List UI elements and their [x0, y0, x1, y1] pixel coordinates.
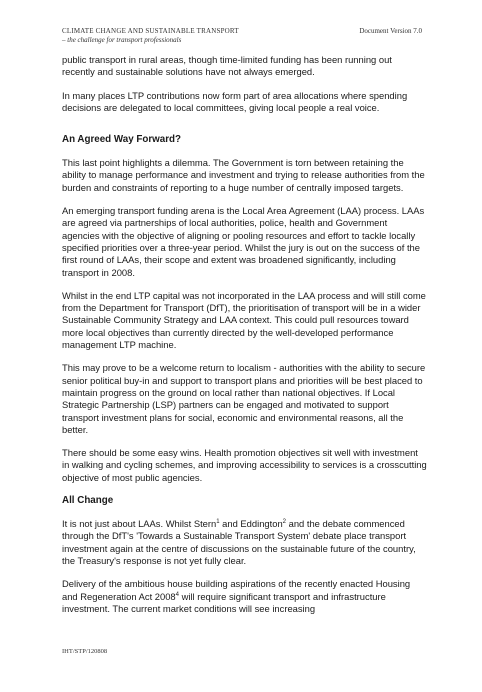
page-body: [62, 54, 427, 626]
paragraph-4: An emerging transport funding arena is the Local Area Agreement (LAA) process. LAAs are agreed via partnerships of local authorities, police, health and Government agencies with the objective of aligning or pooling resources and effort to tackle locally specified priorities over a three-year period. Whilst the jury is out on the success of the first round of LAAs, their scope and extent was broadened significantly, including transport in 2008.: [62, 205, 425, 278]
header-title: CLIMATE CHANGE AND SUSTAINABLE TRANSPORT: [62, 27, 239, 35]
paragraph-6: This may prove to be a welcome return to localism - authorities with the ability to secure senior political buy-in and support to transport plans and priorities will be best placed to maintain progress on the ground on local rather than national objectives. If Local Strategic Partnership (LSP) partners can be engaged and motivated to support transport investment plans for social, economic and environmental reasons, all the better.: [62, 362, 426, 435]
page-footer-code: IHT/STP/120808: [62, 648, 108, 655]
heading-all-change: All Change: [62, 495, 114, 507]
footnote-ref-2[interactable]: 2: [282, 518, 286, 525]
page-header: [62, 27, 422, 45]
paragraph-5: Whilst in the end LTP capital was not incorporated in the LAA process and will still come from the Department for Transport (DfT), the prioritisation of transport will be in a wider Sustainable Community Strategy and LAA context. This could pull resources toward more local objectives than currently directed by the well-developed performance management LTP machine.: [62, 289, 426, 351]
paragraph-9: [62, 578, 427, 615]
paragraph-1: public transport in rural areas, though time-limited funding has been running out recently and sustainable solutions have not always emerged.: [62, 54, 392, 78]
paragraph-7: There should be some easy wins. Health promotion objectives sit well with investment in walking and cycling schemes, and improving accessibility to services is a crosscutting objective of most public agencies.: [62, 447, 427, 483]
footnote-ref-4[interactable]: 4: [175, 591, 179, 598]
paragraph-8-part-b: and Eddington: [219, 518, 283, 530]
paragraph-9-part-a: Delivery of the ambitious house building aspirations of the recently enacted Housing and Regeneration Act 2008: [62, 578, 411, 602]
paragraph-9-part-b: will require significant transport and infrastructure investment. The current market conditions will see increasing: [62, 590, 386, 614]
footnote-ref-1[interactable]: 1: [216, 518, 220, 525]
paragraph-8: [62, 518, 427, 567]
paragraph-2: In many places LTP contributions now form part of area allocations where spending decisions are delegated to local committees, giving local people a real voice.: [62, 89, 408, 113]
header-subtitle: – the challenge for transport professionals: [62, 36, 182, 44]
paragraph-3: This last point highlights a dilemma. The Government is torn between retaining the ability to manage performance and investment and trying to release authorities from the burden and constraints of reporting to a huge number of centrally imposed targets.: [62, 157, 425, 193]
heading-agreed-way-forward: An Agreed Way Forward?: [62, 134, 182, 146]
paragraph-8-part-a: It is not just about LAAs. Whilst Stern: [62, 518, 217, 530]
paragraph-8-part-c: and the debate commenced through the DfT's 'Towards a Sustainable Transport System' debate place transport investment again at the centre of discussions on the sustainable future of the country, the Treasury's response is not yet fully clear.: [62, 518, 416, 566]
header-version: Document Version 7.0: [359, 27, 422, 35]
